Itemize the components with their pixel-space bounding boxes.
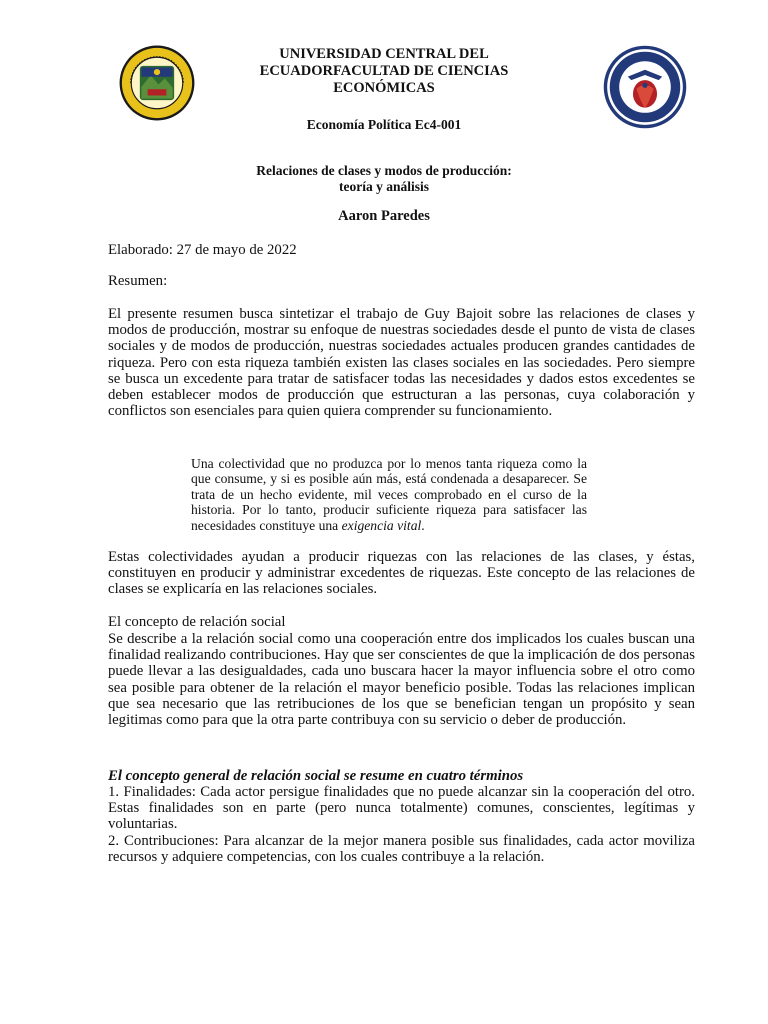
- list-item: 1. Finalidades: Cada actor persigue finalidades que no puede alcanzar sin la cooperación del otro. Estas finalidades son en parte (pero nunca totalmente) comunes, conscientes, legítimas y voluntarias.: [108, 784, 695, 833]
- course-code: Economía Política Ec4-001: [306, 117, 462, 132]
- quote-end: .: [421, 517, 425, 533]
- university-name: [0, 46, 768, 97]
- resumen-label: Resumen:: [108, 273, 168, 289]
- quote-text: Una colectividad que no produzca por lo menos tanta riqueza como la que consume, y si es posible aún más, está condenada a desaparecer. Se trata de un hecho evidente, mil veces comprobado en el curso de la historia. Por lo tanto, producir suficiente riqueza para satisfacer las necesidades constituye una: [191, 456, 587, 533]
- block-quote: [191, 456, 587, 533]
- quote-emphasis: exigencia vital: [341, 517, 422, 533]
- title-line-2: teoría y análisis: [339, 179, 429, 194]
- document-title: [0, 163, 768, 195]
- date-line: Elaborado: 27 de mayo de 2022: [108, 242, 297, 258]
- author-name: Aaron Paredes: [338, 208, 430, 224]
- section-heading-four-terms: El concepto general de relación social se resume en cuatro términos: [108, 768, 524, 784]
- university-line-2: ECUADORFACULTAD DE CIENCIAS: [259, 63, 509, 79]
- university-line-3: ECONÓMICAS: [333, 80, 435, 96]
- four-terms-list: [108, 784, 695, 865]
- intro-paragraph: El presente resumen busca sintetizar el trabajo de Guy Bajoit sobre las relaciones de clases y modos de producción, mostrar su enfoque de nuestras sociedades desde el punto de vista de clases sociales y de modos de producción, nuestras sociedades actuales producen grandes cantidades de riqueza. Pero con esta riqueza también existen las clases sociales en las sociedades. Pero siempre se busca un excedente para tratar de satisfacer todas las necesidades y dados estos excedentes se deben establecer modos de producción que estructuran a las personas, cuya colaboración y conflictos son esenciales para quien quiera comprender su funcionamiento.: [108, 306, 695, 420]
- section-heading-social-relation: El concepto de relación social: [108, 614, 286, 630]
- social-relation-paragraph: Se describe a la relación social como una cooperación entre dos implicados los cuales buscan una finalidad realizando contribuciones. Hay que ser conscientes de que la implicación de dos personas puede llevar a las desigualdades, cada uno buscara hacer la mayor influencia sobre el otro como sea posible para obtener de la relación el mayor beneficio posible. Todas las relaciones implican que sea necesario que las retribuciones de los que se benefician tengan un propósito y sean legitimas como para que la otra parte contribuya con su servicio o deber de producción.: [108, 631, 695, 729]
- list-item: 2. Contribuciones: Para alcanzar de la mejor manera posible sus finalidades, cada actor moviliza recursos y adquiere competencias, con los cuales contribuye a la relación.: [108, 832, 695, 865]
- paragraph-collectivities: Estas colectividades ayudan a producir riquezas con las relaciones de las clases, y éstas, constituyen en producir y administrar excedentes de riquezas. Este concepto de las relaciones de clases se explicaría en las relaciones sociales.: [108, 549, 695, 598]
- university-line-1: UNIVERSIDAD CENTRAL DEL: [279, 46, 489, 62]
- title-line-1: Relaciones de clases y modos de producción:: [256, 163, 512, 178]
